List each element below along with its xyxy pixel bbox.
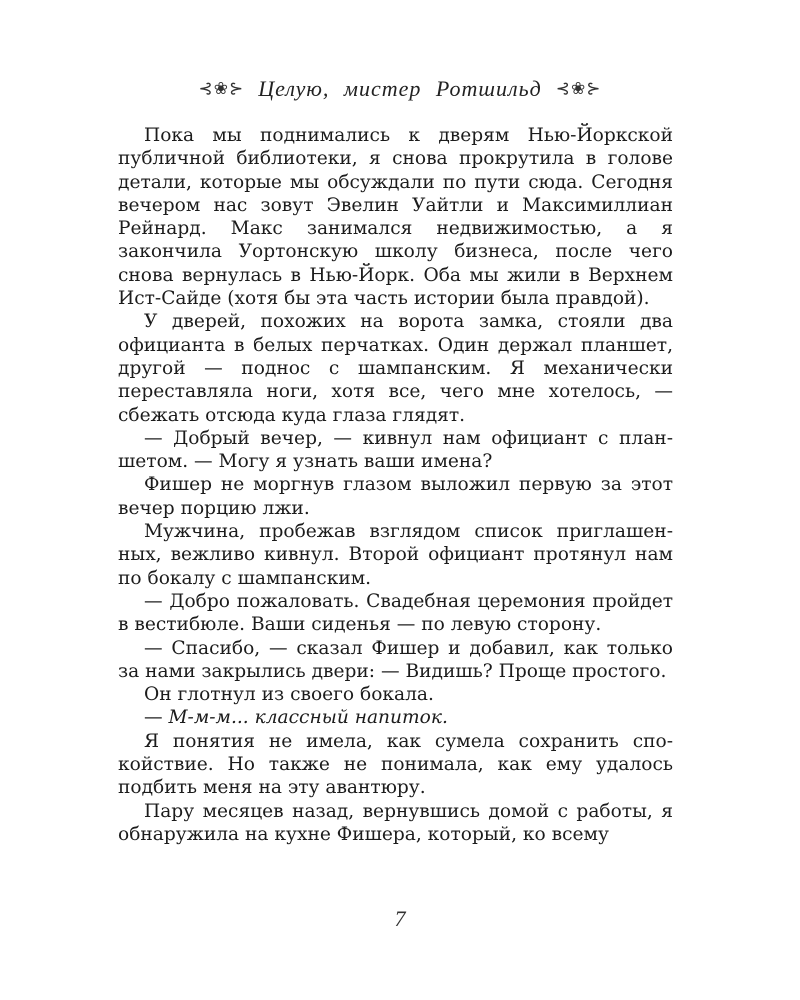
dialogue-dash: —	[144, 707, 163, 729]
paragraph: Пару месяцев назад, вернувшись домой с работы, я обнаружила на кухне Фишера, который, ко всему	[118, 800, 673, 845]
italic-dialogue-text: М-м-м... классный напиток.	[168, 707, 448, 729]
running-header	[0, 76, 800, 102]
paragraph: — Добрый вечер, — кивнул нам официант с планшетом. — Могу я узнать ваши имена?	[118, 427, 673, 473]
paragraph: — Спасибо, — сказал Фишер и добавил, как только за нами закрылись двери: — Видишь? Проще простого.	[118, 637, 673, 682]
paragraph: У дверей, похожих на ворота замка, стояли два официанта в белых перчатках. Один держал планшет, другой — поднос с шампанским. Я механически переставляла ноги, хотя все, чего мне хотелось, — сбежать отсюда куда глаза глядят.	[118, 311, 673, 426]
paragraph: Пока мы поднимались к дверям Нью-Йоркской публичной библиотеки, я снова прокрутила в голове детали, которые мы обсуждали по пути сюда. Сегодня вечером нас зовут Эвелин Уайтли и Максимиллиан Рейнард. Макс занимался недвижимостью, а я закончила Уортонскую школу бизнеса, после чего снова вернулась в Нью-Йорк. Оба мы жили в Верхнем Ист-Сайде (хотя бы эта часть истории была правдой).	[118, 125, 673, 310]
paragraph: — Добро пожаловать. Свадебная церемония пройдет в вестибюле. Ваши сиденья — по левую сторону.	[118, 590, 673, 636]
paragraph: Он глотнул из своего бокала.	[144, 684, 434, 706]
left-ornament-icon: ⊰❀⊱	[198, 79, 245, 98]
paragraph: Фишер не моргнув глазом выложил первую за этот вечер порцию лжи.	[118, 474, 673, 519]
right-ornament-icon: ⊰❀⊱	[555, 79, 602, 98]
italic-dialogue-line	[118, 706, 673, 729]
page-number: 7	[394, 906, 406, 931]
paragraph: Мужчина, пробежав взглядом список приглашенных, вежливо кивнул. Второй официант протянул нам по бокалу с шампанским.	[118, 521, 673, 589]
book-title: Целую, мистер Ротшильд	[258, 76, 542, 101]
paragraph: Я понятия не имела, как сумела сохранить спокойствие. Но также не понимала, как ему удалось подбить меня на эту авантюру.	[118, 730, 673, 799]
body-text	[118, 124, 673, 846]
